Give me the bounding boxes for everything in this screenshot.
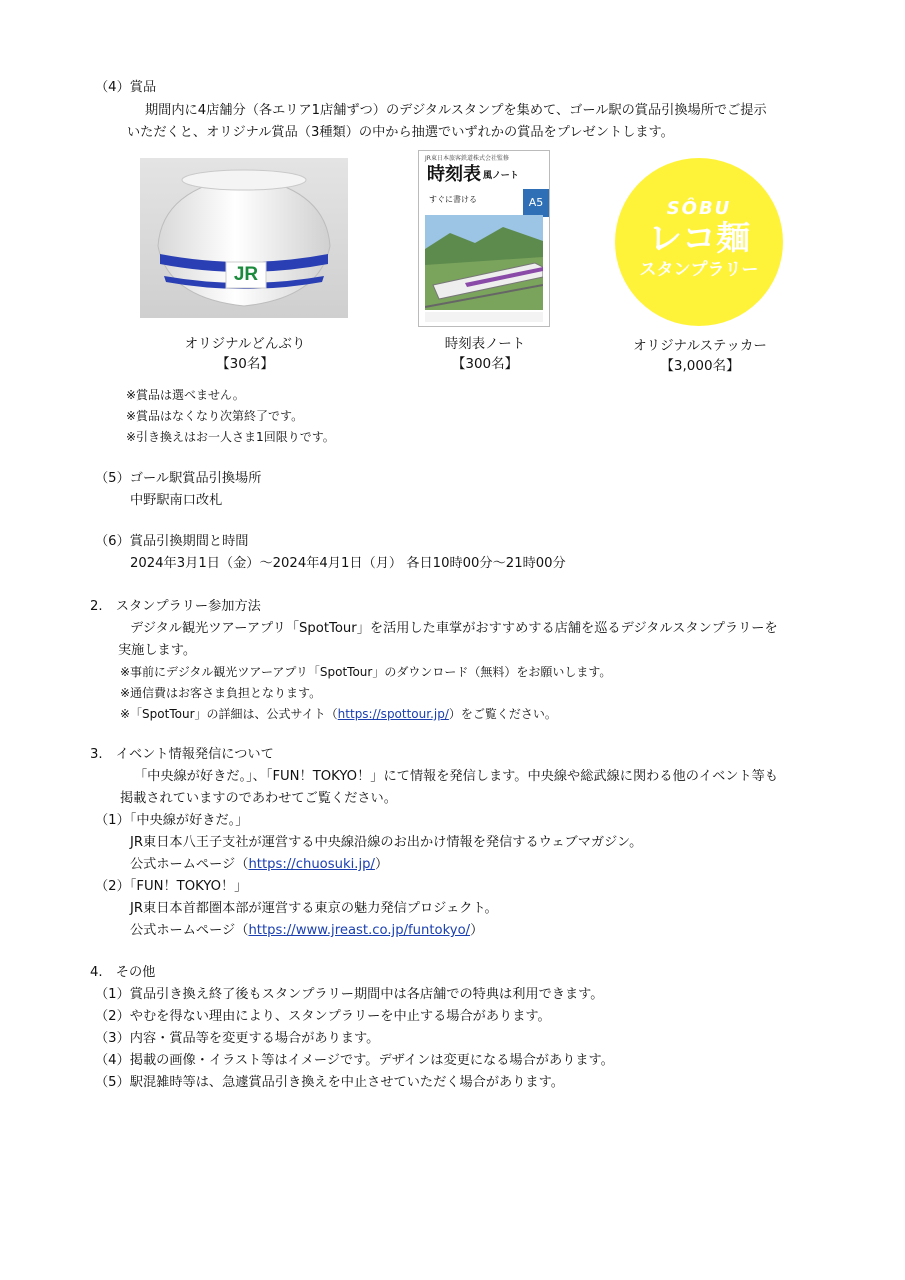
homepage-label: 公式ホームページ（ bbox=[130, 923, 249, 938]
note-text: ※「SpotTour」の詳細は、公式サイト（ bbox=[120, 707, 338, 721]
chuosuki-link[interactable]: https://chuosuki.jp/ bbox=[248, 857, 375, 872]
prize-bowl-count: 【30名】 bbox=[216, 356, 274, 372]
section-participation-heading: 2. スタンプラリー参加方法 bbox=[90, 599, 261, 614]
prize-note: ※賞品はなくなり次第終了です。 bbox=[126, 409, 304, 423]
notebook-size-badge: A5 bbox=[523, 189, 549, 217]
spottour-link[interactable]: https://spottour.jp/ bbox=[337, 707, 449, 721]
funtokyo-homepage bbox=[130, 921, 483, 941]
period-text: 2024年3月1日（金）～2024年4月1日（月） 各日10時00分～21時00分 bbox=[130, 556, 566, 571]
other-item: （3）内容・賞品等を変更する場合があります。 bbox=[95, 1031, 380, 1046]
note-text: ）をご覧ください。 bbox=[448, 707, 557, 721]
section-goal-heading: （5）ゴール駅賞品引換場所 bbox=[95, 471, 262, 486]
other-item: （2）やむを得ない理由により、スタンプラリーを中止する場合があります。 bbox=[95, 1009, 551, 1024]
funtokyo-link[interactable]: https://www.jreast.co.jp/funtokyo/ bbox=[248, 923, 471, 938]
funtokyo-title: （2）「FUN！TOKYO！」 bbox=[95, 879, 248, 894]
notebook-cover-title: 時刻表 bbox=[427, 164, 481, 185]
participation-note: ※事前にデジタル観光ツアーアプリ「SpotTour」のダウンロード（無料）をお願いします。 bbox=[120, 665, 612, 679]
prize-sticker-caption bbox=[600, 336, 800, 376]
prize-note: ※賞品は選べません。 bbox=[126, 388, 245, 402]
prizes-paragraph-line1: 期間内に4店舗分（各エリア1店舗ずつ）のデジタルスタンプを集めて、ゴール駅の賞品引換場所でご提示 bbox=[145, 103, 767, 118]
event-info-paragraph-line1: 「中央線が好きだ。」、「FUN！TOKYO！」にて情報を発信します。中央線や総武線に関わる他のイベント等も bbox=[134, 769, 779, 784]
homepage-close: ） bbox=[374, 857, 389, 872]
funtokyo-description: JR東日本首都圏本部が運営する東京の魅力発信プロジェクト。 bbox=[130, 901, 498, 916]
event-info-paragraph-line2: 掲載されていますのであわせてご覧ください。 bbox=[120, 791, 397, 806]
participation-note: ※通信費はお客さま負担となります。 bbox=[120, 686, 322, 700]
notebook-cover-caption: すぐに書ける bbox=[429, 195, 477, 204]
homepage-label: 公式ホームページ（ bbox=[130, 857, 249, 872]
prize-notebook-name: 時刻表ノート bbox=[444, 336, 526, 352]
prize-bowl-name: オリジナルどんぶり bbox=[184, 336, 306, 352]
other-item: （4）掲載の画像・イラスト等はイメージです。デザインは変更になる場合があります。 bbox=[95, 1053, 614, 1068]
jr-logo: JR bbox=[233, 264, 259, 285]
other-item: （5）駅混雑時等は、急遽賞品引き換えを中止させていただく場合があります。 bbox=[95, 1075, 564, 1090]
chuosuki-title: （1）「中央線が好きだ。」 bbox=[95, 813, 249, 828]
timetable-notebook-image bbox=[418, 150, 550, 327]
section-event-info-heading: 3. イベント情報発信について bbox=[90, 747, 274, 762]
chuosuki-homepage bbox=[130, 855, 388, 875]
notebook-cover-top: JR東日本旅客鉄道株式会社監修 bbox=[425, 155, 509, 162]
prize-note: ※引き換えはお一人さま1回限りです。 bbox=[126, 430, 335, 444]
prize-sticker-name: オリジナルステッカー bbox=[633, 338, 767, 354]
donburi-bowl-image bbox=[140, 158, 348, 318]
goal-place: 中野駅南口改札 bbox=[130, 493, 223, 508]
prize-notebook-caption bbox=[390, 334, 580, 374]
section-prizes-heading: （4）賞品 bbox=[95, 80, 157, 95]
prizes-paragraph-line2: いただくと、オリジナル賞品（3種類）の中から抽選でいずれかの賞品をプレゼントします。 bbox=[127, 125, 674, 140]
homepage-close: ） bbox=[470, 923, 484, 938]
sticker-text-stamprally: スタンプラリー bbox=[639, 260, 759, 280]
prize-bowl-caption bbox=[150, 334, 340, 374]
sticker-image bbox=[614, 157, 784, 327]
sticker-text-sobu: SÔBU bbox=[666, 198, 732, 219]
prize-notebook-count: 【300名】 bbox=[451, 356, 519, 372]
chuosuki-description: JR東日本八王子支社が運営する中央線沿線のお出かけ情報を発信するウェブマガジン。 bbox=[130, 835, 643, 850]
sticker-text-rekomen: レコ麺 bbox=[648, 219, 750, 259]
other-item: （1）賞品引き換え終了後もスタンプラリー期間中は各店舗での特典は利用できます。 bbox=[95, 987, 604, 1002]
notebook-train-photo bbox=[425, 215, 543, 310]
participation-paragraph-line1: デジタル観光ツアーアプリ「SpotTour」を活用した車掌がおすすめする店舗を巡るデジタルスタンプラリーを bbox=[130, 621, 778, 636]
section-period-heading: （6）賞品引換期間と時間 bbox=[95, 534, 249, 549]
participation-paragraph-line2: 実施します。 bbox=[118, 643, 197, 658]
participation-note-spottour bbox=[120, 704, 557, 724]
notebook-cover-subtitle: 風ノート bbox=[483, 171, 519, 181]
prize-sticker-count: 【3,000名】 bbox=[660, 358, 740, 374]
section-other-heading: 4. その他 bbox=[90, 965, 156, 980]
